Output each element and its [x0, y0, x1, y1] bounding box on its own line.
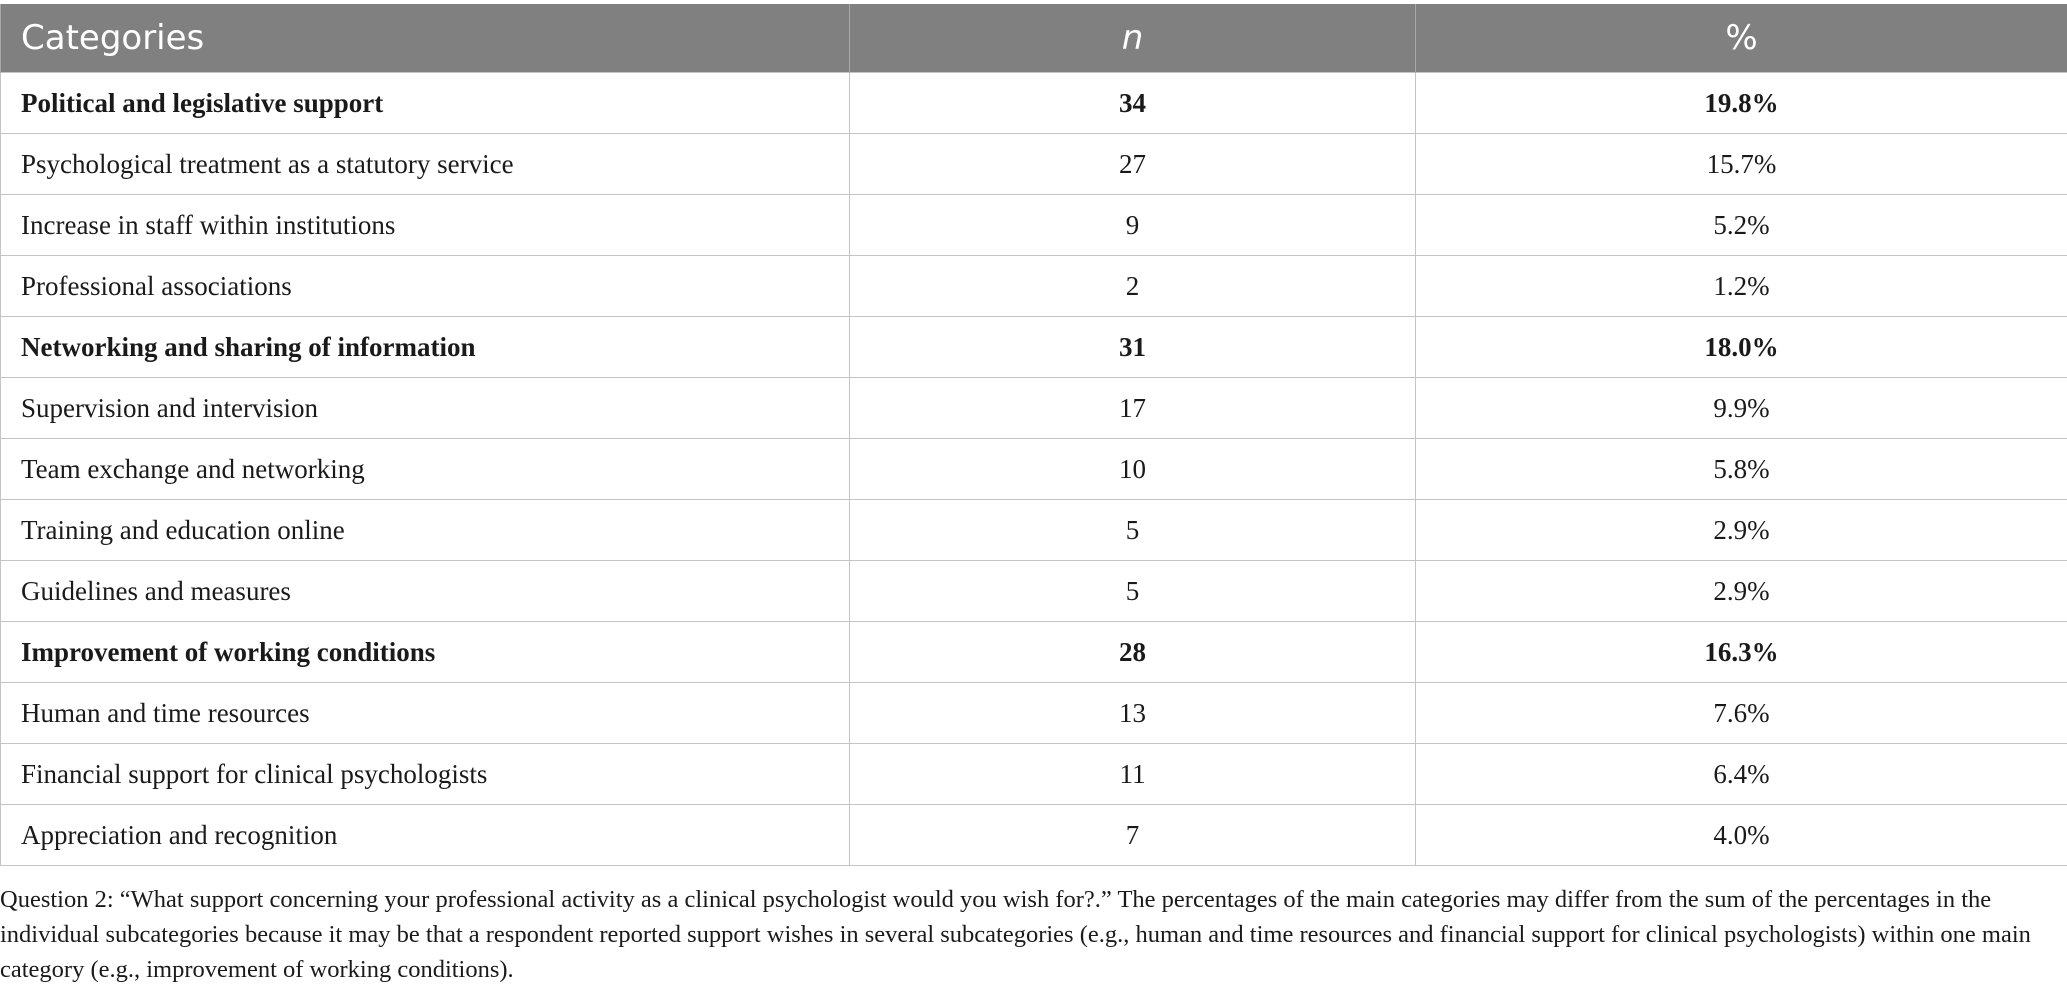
table-row-subcategory — [1, 256, 2067, 317]
support-categories-table — [0, 4, 2067, 866]
table-row-subcategory — [1, 195, 2067, 256]
count-cell: 34 — [850, 73, 1416, 134]
percent-cell: 19.8% — [1416, 73, 2067, 134]
table-row-main-category — [1, 622, 2067, 683]
percent-cell: 2.9% — [1416, 561, 2067, 622]
count-cell: 28 — [850, 622, 1416, 683]
percent-cell: 15.7% — [1416, 134, 2067, 195]
header-categories: Categories — [1, 4, 850, 73]
category-label: Training and education online — [1, 500, 850, 561]
table-body — [1, 73, 2067, 866]
count-cell: 5 — [850, 500, 1416, 561]
category-label: Political and legislative support — [1, 73, 850, 134]
count-cell: 17 — [850, 378, 1416, 439]
table-header — [1, 4, 2067, 73]
results-table-container — [0, 4, 2067, 866]
percent-cell: 6.4% — [1416, 744, 2067, 805]
category-label: Improvement of working conditions — [1, 622, 850, 683]
count-cell: 2 — [850, 256, 1416, 317]
count-cell: 13 — [850, 683, 1416, 744]
count-cell: 7 — [850, 805, 1416, 866]
table-row-subcategory — [1, 805, 2067, 866]
table-footnote: Question 2: “What support concerning your professional activity as a clinical psychologist would you wish for?.” The percentages of the main categories may differ from the sum of the percentages in the individual subcategories because it may be that a respondent reported support wishes in several subcategories (e.g., human and time resources and financial support for clinical psychologists) within one main category (e.g., improvement of working conditions). — [0, 886, 2031, 983]
table-row-subcategory — [1, 744, 2067, 805]
count-cell: 5 — [850, 561, 1416, 622]
category-label: Networking and sharing of information — [1, 317, 850, 378]
category-label: Team exchange and networking — [1, 439, 850, 500]
percent-cell: 9.9% — [1416, 378, 2067, 439]
table-row-main-category — [1, 317, 2067, 378]
count-cell: 11 — [850, 744, 1416, 805]
category-label: Professional associations — [1, 256, 850, 317]
category-label: Guidelines and measures — [1, 561, 850, 622]
percent-cell: 2.9% — [1416, 500, 2067, 561]
category-label: Human and time resources — [1, 683, 850, 744]
category-label: Increase in staff within institutions — [1, 195, 850, 256]
percent-cell: 1.2% — [1416, 256, 2067, 317]
percent-cell: 4.0% — [1416, 805, 2067, 866]
table-row-subcategory — [1, 439, 2067, 500]
percent-cell: 18.0% — [1416, 317, 2067, 378]
table-row-subcategory — [1, 683, 2067, 744]
count-cell: 27 — [850, 134, 1416, 195]
header-row — [1, 4, 2067, 73]
percent-cell: 5.8% — [1416, 439, 2067, 500]
count-cell: 31 — [850, 317, 1416, 378]
table-row-subcategory — [1, 561, 2067, 622]
header-percent: % — [1416, 4, 2067, 73]
count-cell: 9 — [850, 195, 1416, 256]
category-label: Psychological treatment as a statutory service — [1, 134, 850, 195]
header-n: n — [850, 4, 1416, 73]
percent-cell: 5.2% — [1416, 195, 2067, 256]
category-label: Appreciation and recognition — [1, 805, 850, 866]
count-cell: 10 — [850, 439, 1416, 500]
table-row-subcategory — [1, 500, 2067, 561]
table-row-subcategory — [1, 378, 2067, 439]
category-label: Supervision and intervision — [1, 378, 850, 439]
category-label: Financial support for clinical psychologists — [1, 744, 850, 805]
percent-cell: 16.3% — [1416, 622, 2067, 683]
table-row-subcategory — [1, 134, 2067, 195]
table-row-main-category — [1, 73, 2067, 134]
percent-cell: 7.6% — [1416, 683, 2067, 744]
